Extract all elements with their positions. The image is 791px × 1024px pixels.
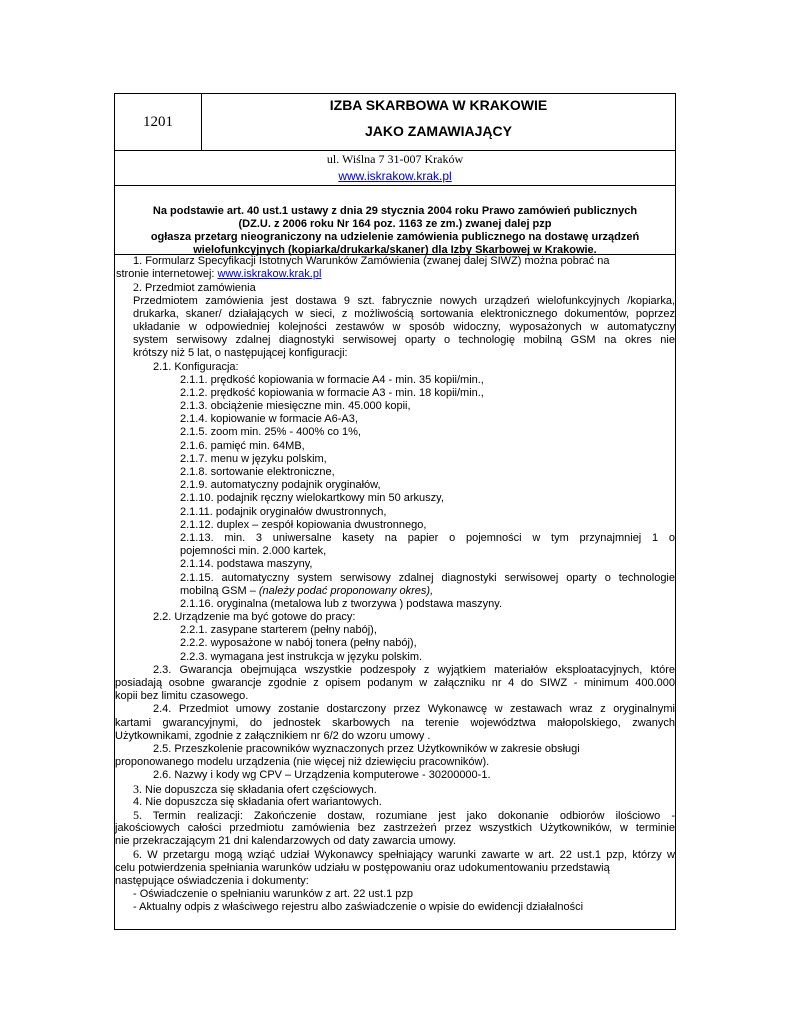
document-number: 1201 (115, 94, 202, 150)
config-item: 2.1.10. podajnik ręczny wielokartkowy min 50 arkuszy, (180, 492, 444, 505)
title-line-1: IZBA SKARBOWA W KRAKOWIE (329, 97, 548, 113)
paragraph-2-line: drukarka, skaner/ działających w sieci, z możliwością sortowania elektronicznego dokumentów, poprzez (133, 307, 675, 320)
paragraph-number: 3. (133, 781, 142, 796)
config-item: 2.1.1. prędkość kopiowania w formacie A4 - min. 35 kopii/min., (180, 373, 484, 386)
config-item: 2.1.15. automatyczny system serwisowy zdalnej diagnostyki serwisowej oparty o technologie (180, 571, 675, 584)
config-item: 2.1.2. prędkość kopiowania w formacie A3 - min. 18 kopii/min., (180, 386, 484, 399)
paragraph-6-line: - Aktualny odpis z właściwego rejestru albo zaświadczenie o wpisie do ewidencji działalności (133, 901, 584, 914)
website-link[interactable]: www.iskrakow.krak.pl (338, 169, 452, 183)
paragraph-text: W przetargu mogą wziąć udział Wykonawcy spełniający warunki zawarte w art. 22 ust.1 pzp, którzy w (142, 849, 675, 862)
paragraph-3 (115, 783, 675, 796)
paragraph-number: 6. (133, 847, 142, 862)
title-line-2: JAKO ZAMAWIAJĄCY (364, 123, 512, 139)
paragraph-number: 2. (133, 280, 142, 295)
announcement (115, 200, 675, 255)
paragraph-2-5: proponowanego modelu urządzenia (nie więcej niż dziewięciu pracowników). (115, 756, 490, 769)
announcement-line: wielofunkcyjnych (kopiarka/drukarka/skaner) dla Izby Skarbowej w Krakowie. (193, 244, 597, 256)
paragraph-6-line: - Oświadczenie o spełnianiu warunków z art. 22 ust.1 pzp (133, 888, 414, 900)
config-item-cont (115, 585, 675, 598)
header-row (115, 94, 675, 151)
ready-item: 2.2.1. zasypane starterem (pełny nabój), (180, 624, 377, 637)
config-item: 2.1.6. pamięć min. 64MB, (180, 439, 305, 452)
announcement-line: (DZ.U. z 2006 roku Nr 164 poz. 1163 ze zm.) zwanej dalej pzp (238, 218, 552, 230)
config-item: 2.1.16. oryginalna (metalowa lub z tworzywa ) podstawa maszyny. (180, 597, 502, 610)
config-item: 2.1.9. automatyczny podajnik oryginałów, (180, 479, 381, 492)
document-body (115, 255, 675, 914)
config-item: 2.1.4. kopiowanie w formacie A6-A3, (180, 413, 358, 426)
paragraph-5 (115, 809, 675, 822)
paragraph-6-line: następujące oświadczenia i dokumenty: (115, 874, 309, 887)
address-row (115, 151, 675, 186)
paragraph-text: Przedmiot zamówienia (142, 282, 256, 295)
paragraph-2-4: Użytkownikami, zgodnie z załącznikiem nr 6/2 do wzoru umowy . (115, 729, 431, 742)
paragraph-2-line: układanie w odpowiedniej kolejności zestawów w sposób widoczny, wyposażonych w automatyczny (133, 320, 675, 333)
document-frame (114, 93, 676, 930)
paragraph-2-title (115, 281, 675, 294)
config-item: 2.1.14. podstawa maszyny, (180, 558, 313, 571)
config-item: 2.1.8. sortowanie elektroniczne, (180, 466, 335, 478)
paragraph-2-3: posiadają osobne gwarancje zgodnie z opisem podanym w załączniku nr 4 do SIWZ - minimum 400.000 (115, 677, 675, 689)
paragraph-2-3: 2.3. Gwarancja obejmująca wszystkie podzespoły z wyjątkiem materiałów eksploatacyjnych, które (153, 663, 675, 676)
ready-item: 2.2.2. wyposażone w nabój tonera (pełny nabój), (180, 637, 417, 650)
config-item-cont: pojemności min. 2.000 kartek, (180, 545, 327, 558)
config-item: 2.1.5. zoom min. 25% - 400% co 1%, (180, 426, 361, 439)
address: ul. Wiślna 7 31-007 Kraków (326, 152, 464, 166)
paragraph-2-5: 2.5. Przeszkolenie pracowników wyznaczonych przez Użytkowników w zakresie obsługi (153, 742, 580, 755)
paragraph-2-line: system serwisowy zdalnej diagnostyki serwisowej oparty o technologię mobilną GSM na okres nie (133, 334, 675, 347)
config-item: 2.1.3. obciążenie miesięczne min. 45.000 kopii, (180, 400, 411, 413)
ready-title: 2.2. Urządzenie ma być gotowe do pracy: (153, 611, 356, 624)
announcement-line: ogłasza przetarg nieograniczony na udzielenie zamówienia publicznego na dostawę urządzeń (150, 231, 640, 243)
config-item-text: mobilną GSM – (180, 584, 259, 597)
config-item-note: (należy podać proponowany okres), (258, 584, 434, 597)
announcement-line: Na podstawie art. 40 ust.1 ustawy z dnia 29 stycznia 2004 roku Prawo zamówień publicznych (152, 205, 638, 217)
ready-item: 2.2.3. wymagana jest instrukcja w języku polskim. (180, 650, 423, 663)
siwz-link[interactable]: www.iskrakow.krak.pl (217, 268, 322, 281)
paragraph-2-4: kartami gwarancyjnymi, do jednostek skarbowych na terenie województwa małopolskiego, zwanych (115, 716, 675, 729)
paragraph-2-line: Przedmiotem zamówienia jest dostawa 9 szt. fabrycznie nowych urządzeń wielofunkcyjnych /kopiarka, (133, 294, 675, 307)
paragraph-1: 1. Formularz Specyfikacji Istotnych Warunków Zamówienia (zwanej dalej SIWZ) można pobrać na (133, 255, 610, 267)
paragraph-2-3: kopii bez limitu czasowego. (115, 690, 249, 703)
config-item: 2.1.11. podajnik oryginałów dwustronnych, (180, 505, 387, 518)
config-item: 2.1.12. duplex – zespół kopiowania dwustronnego, (180, 518, 427, 531)
paragraph-6-line: celu potwierdzenia spełniania warunków udziału w postępowaniu oraz udokumentowaniu przedstawią (115, 861, 610, 874)
paragraph-number: 5. (133, 807, 142, 822)
paragraph-1-text: stronie internetowej: (116, 268, 218, 281)
paragraph-5-line: jakościowych całości przedmiotu zamówienia bez zastrzeżeń przez wszystkich Użytkowników, w terminie (115, 822, 675, 835)
paragraph-2-6: 2.6. Nazwy i kody wg CPV – Urządzenia komputerowe - 30200000-1. (153, 769, 491, 782)
paragraph-1-cont (115, 268, 675, 281)
paragraph-5-line: nie przekraczającym 21 dni kalendarzowych od daty zawarcia umowy. (115, 835, 456, 848)
paragraph-6 (115, 848, 675, 861)
paragraph-text: Nie dopuszcza się składania ofert częściowych. (142, 783, 377, 796)
paragraph-2-line: krótszy niż 5 lat, o następującej konfiguracji: (133, 347, 348, 360)
paragraph-text: Termin realizacji: Zakończenie dostaw, rozumiane jest jako dokonanie odbiorów ilościowo - (142, 809, 675, 822)
config-item: 2.1.7. menu w języku polskim, (180, 452, 327, 465)
config-item: 2.1.13. min. 3 uniwersalne kasety na papier o pojemności w tym przynajmniej 1 o (180, 531, 675, 544)
paragraph-4: 4. Nie dopuszcza się składania ofert wariantowych. (133, 795, 382, 808)
config-title: 2.1. Konfiguracja: (153, 360, 239, 373)
paragraph-2-4: 2.4. Przedmiot umowy zostanie dostarczony przez Wykonawcę w zestawach wraz z oryginalnymi (153, 703, 675, 716)
